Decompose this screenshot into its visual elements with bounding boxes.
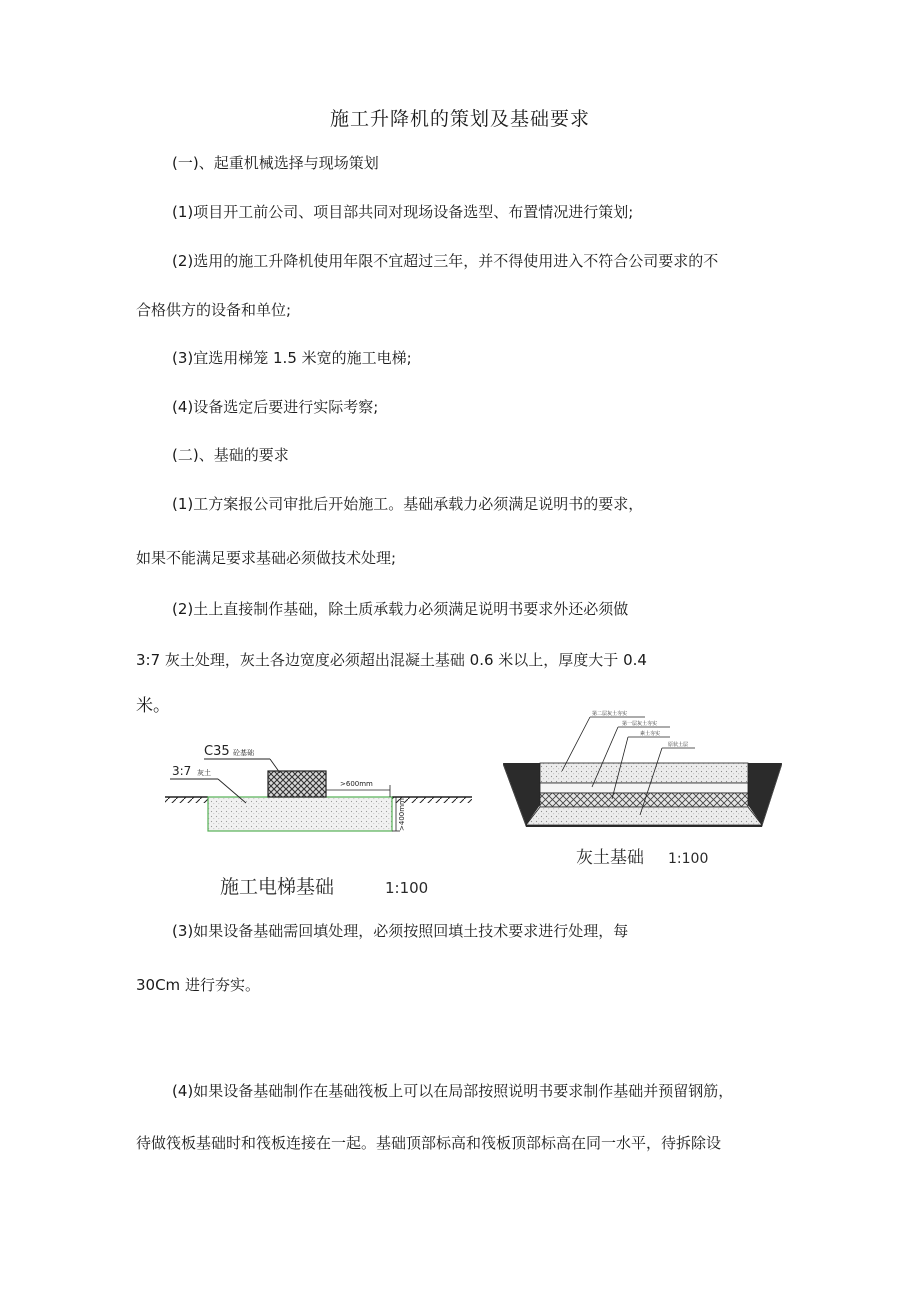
paragraph-line: (3)宜选用梯笼 1.5 米宽的施工电梯; [172,349,412,367]
layer-1-lime-soil [540,783,748,793]
label-37: 3:7 [172,764,192,778]
section-heading-2: (二)、基础的要求 [172,446,289,464]
elevator-foundation-figure [160,735,480,900]
paragraph-line: 合格供方的设备和单位; [136,301,292,319]
layer-plain-soil [540,793,748,807]
layer-2-lime-soil [540,763,748,783]
paragraph-line: (1)工方案报公司审批后开始施工。基础承载力必须满足说明书的要求， [172,495,644,513]
figure-left-caption: 施工电梯基础 [220,876,335,898]
paragraph-line: (4)设备选定后要进行实际考察; [172,398,379,416]
figure-right-scale: 1:100 [668,851,709,867]
paragraph-line: 30Cm 进行夯实。 [136,976,260,994]
figure-left-scale: 1:100 [385,879,429,897]
layer-label-4: 原状土层 [668,742,689,748]
paragraph-line: 3:7 灰土处理，灰土各边宽度必须超出混凝土基础 0.6 米以上，厚度大于 0.4 [136,651,647,669]
lime-soil-layer [208,797,392,831]
paragraph-line: (4)如果设备基础制作在基础筏板上可以在局部按照说明书要求制作基础并预留钢筋， [172,1082,734,1100]
dim-height: >400mm [398,798,406,831]
dim-width: >600mm [340,780,373,788]
lime-soil-foundation-figure [500,705,785,870]
concrete-block [268,771,326,797]
paragraph-line: 待做筏板基础时和筏板连接在一起。基础顶部标高和筏板顶部标高在同一水平，待拆除设 [136,1134,722,1152]
label-37-note: 灰土 [197,769,211,777]
layer-label-3: 素土夯实 [640,731,661,737]
paragraph-line: (2)选用的施工升降机使用年限不宜超过三年，并不得使用进入不符合公司要求的不 [172,252,719,270]
section-heading-1: (一)、起重机械选择与现场策划 [172,154,379,172]
layer-label-1: 第二层灰土夯实 [592,711,628,717]
paragraph-line: 如果不能满足要求基础必须做技术处理; [136,549,397,567]
paragraph-line: (1)项目开工前公司、项目部共同对现场设备选型、布置情况进行策划; [172,203,634,221]
label-c35: C35 [204,744,230,759]
label-c35-note: 砼基础 [233,749,254,757]
paragraph-line: (3)如果设备基础需回填处理，必须按照回填土技术要求进行处理，每 [172,922,629,940]
paragraph-line: 米。 [136,696,170,716]
document-title: 施工升降机的策划及基础要求 [329,108,590,130]
layer-original-soil [526,807,762,825]
figure-right-caption: 灰土基础 [576,848,644,868]
paragraph-line: (2)土上直接制作基础，除土质承载力必须满足说明书要求外还必须做 [172,600,629,618]
layer-label-2: 第一层灰土夯实 [622,721,658,727]
